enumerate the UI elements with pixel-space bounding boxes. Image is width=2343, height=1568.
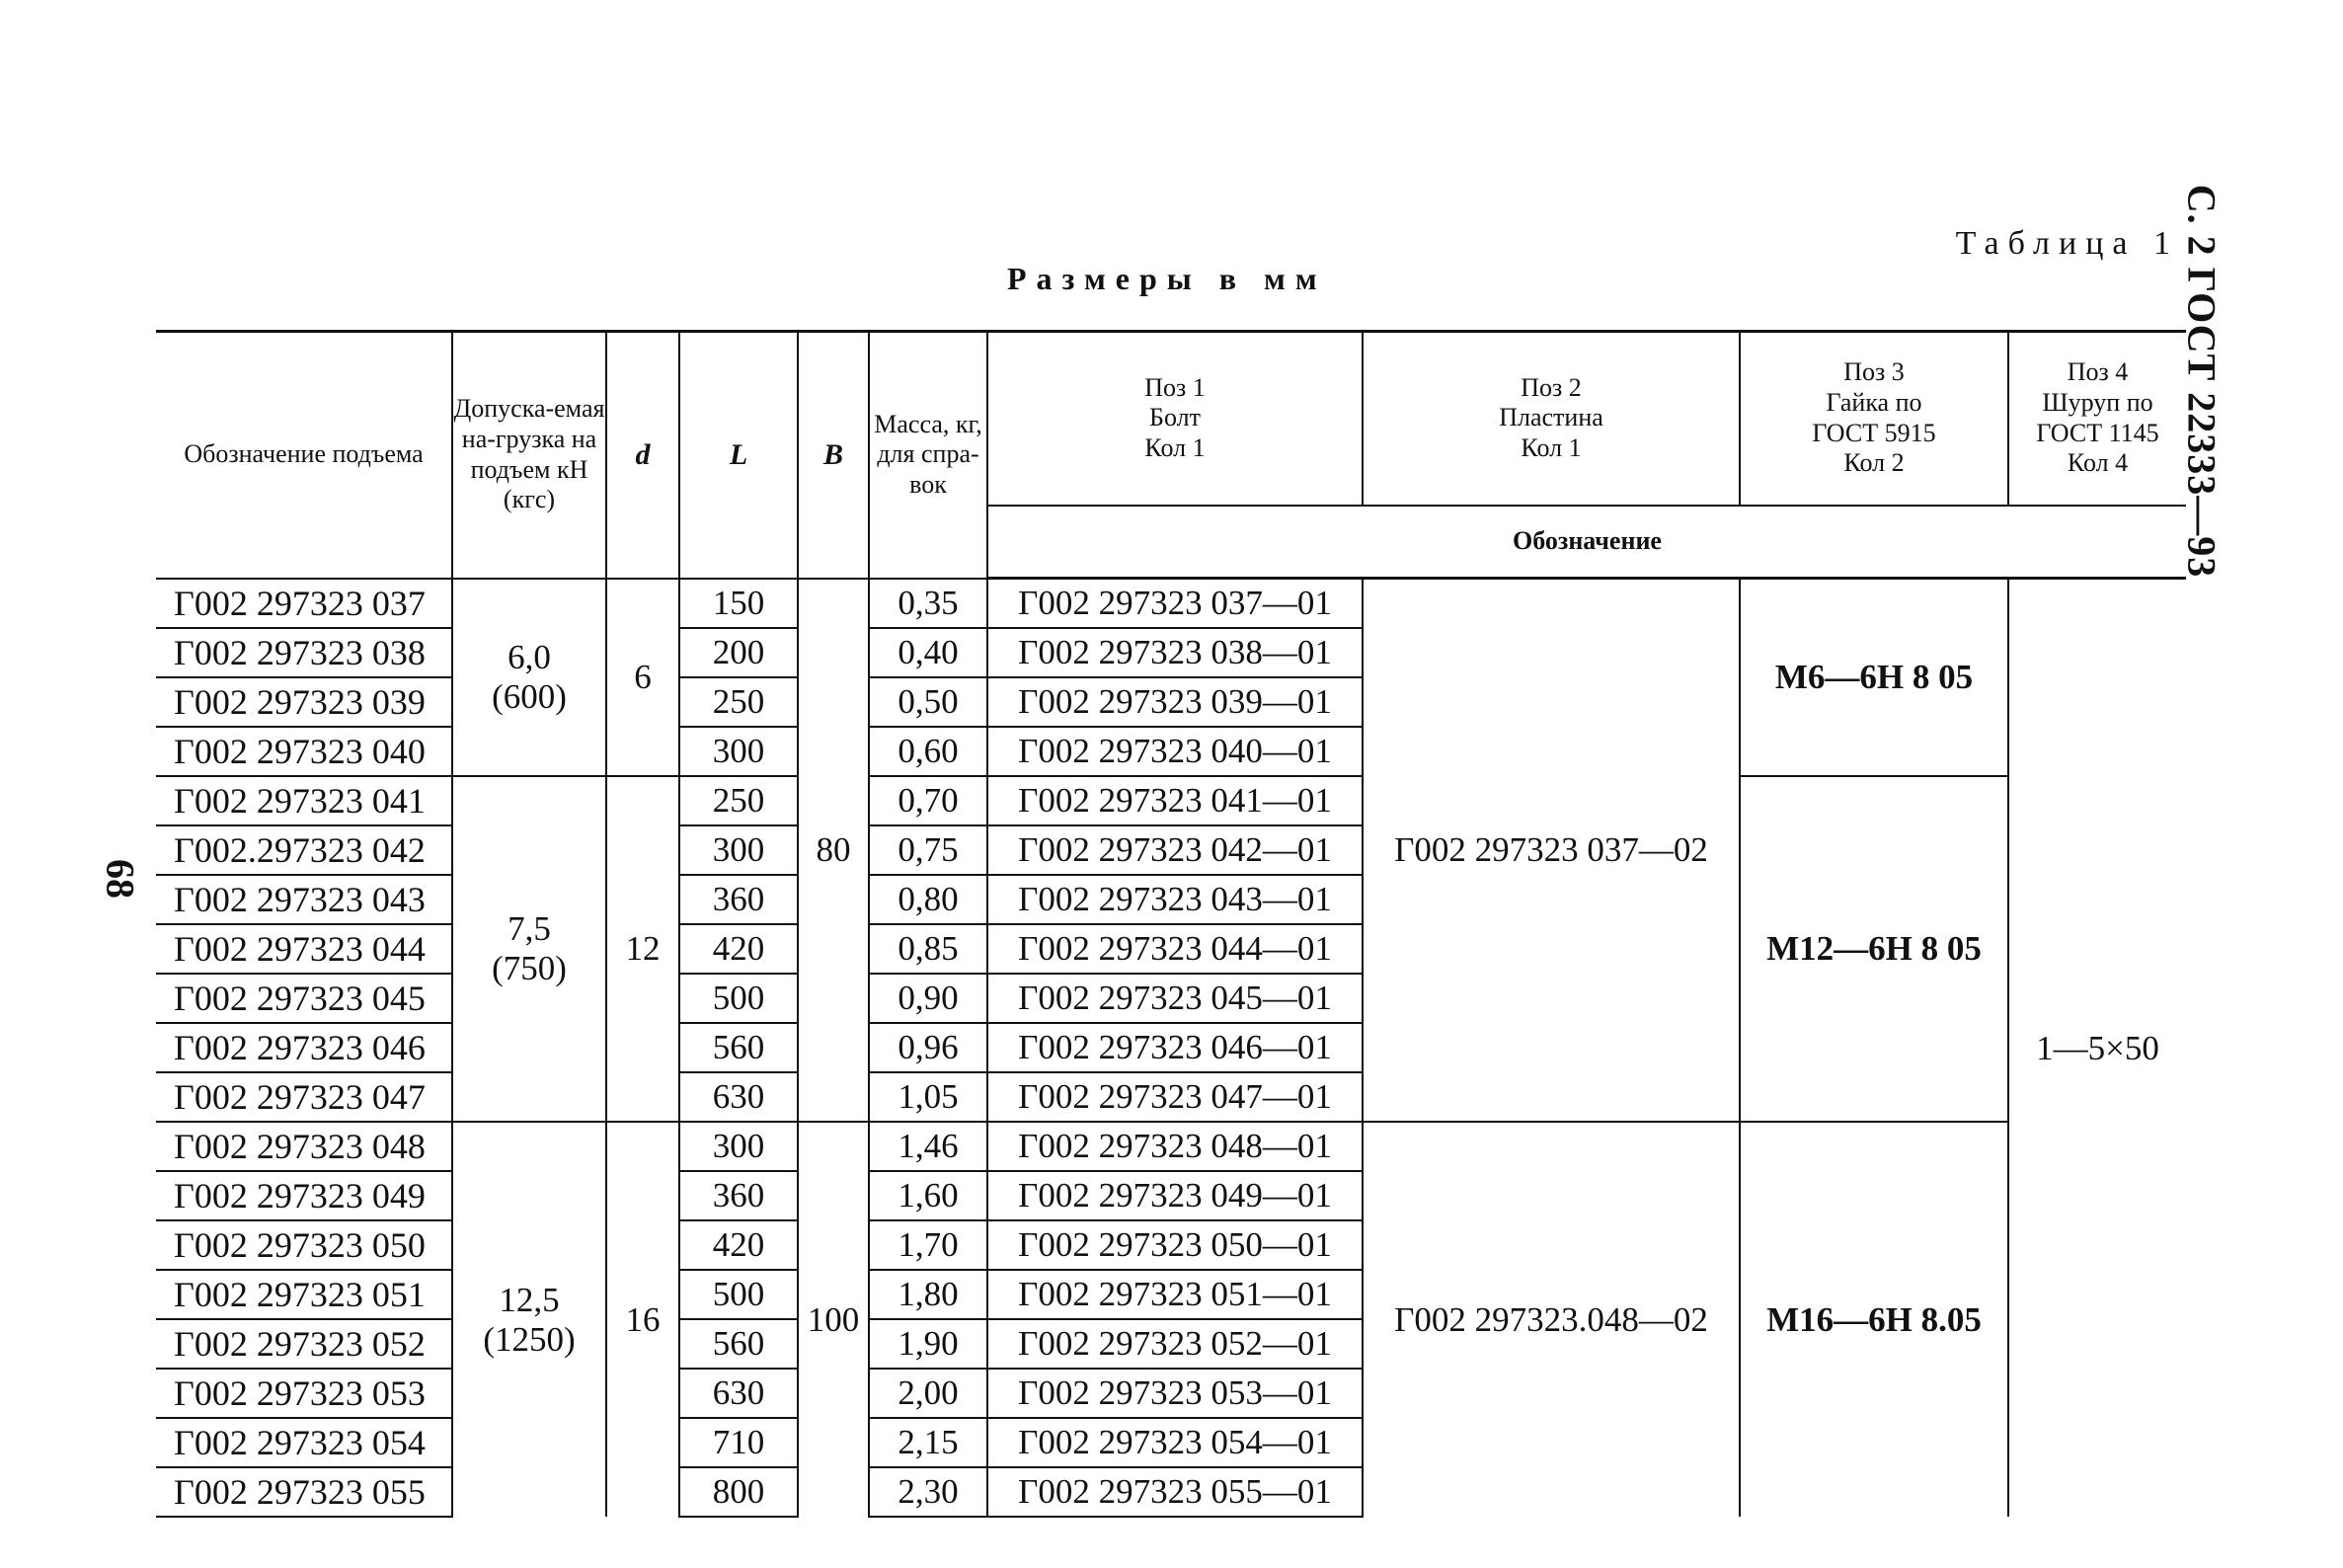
- mass-cell: 1,80: [869, 1270, 987, 1319]
- mass-cell: 1,60: [869, 1171, 987, 1220]
- table-row-designation: Г002 297323 054: [156, 1418, 452, 1467]
- L-cell: 200: [679, 628, 798, 677]
- header-pos3: Поз 3 Гайка по ГОСТ 5915 Кол 2: [1740, 332, 2008, 506]
- nut-cell: М6—6Н 8 05: [1740, 579, 2008, 777]
- L-cell: 420: [679, 924, 798, 974]
- table-row-designation: Г002 297323 041: [156, 776, 452, 825]
- plate-cell: Г002 297323.048—02: [1363, 1122, 1740, 1517]
- table-row-designation: Г002 297323 055: [156, 1467, 452, 1517]
- header-designation: Обозначение подъема: [156, 332, 452, 579]
- table-row-designation: Г002 297323 037: [156, 579, 452, 629]
- header-load: Допуска-емая на-грузка на подъем кН (кгс): [452, 332, 606, 579]
- load-cell: 7,5 (750): [452, 776, 606, 1122]
- mass-cell: 0,70: [869, 776, 987, 825]
- table-row-designation: Г002.297323 042: [156, 825, 452, 875]
- table-row-designation: Г002 297323 045: [156, 974, 452, 1023]
- header-B: B: [798, 332, 869, 579]
- table-row-designation: Г002 297323 046: [156, 1023, 452, 1072]
- mass-cell: 1,05: [869, 1072, 987, 1122]
- d-cell: 12: [606, 776, 679, 1122]
- mass-cell: 0,35: [869, 579, 987, 629]
- L-cell: 360: [679, 1171, 798, 1220]
- bolt-cell: Г002 297323 053—01: [987, 1369, 1363, 1418]
- side-header: С. 2 ГОСТ 22333—93: [2179, 184, 2225, 579]
- B-cell: 100: [798, 1122, 869, 1517]
- bolt-cell: Г002 297323 049—01: [987, 1171, 1363, 1220]
- bolt-cell: Г002 297323 047—01: [987, 1072, 1363, 1122]
- mass-cell: 2,15: [869, 1418, 987, 1467]
- screw-cell: 1—5×50: [2008, 579, 2186, 1518]
- header-d: d: [606, 332, 679, 579]
- table-subtitle: Размеры в мм: [1007, 261, 1327, 296]
- L-cell: 630: [679, 1369, 798, 1418]
- L-cell: 250: [679, 776, 798, 825]
- L-cell: 420: [679, 1220, 798, 1270]
- bolt-cell: Г002 297323 051—01: [987, 1270, 1363, 1319]
- table-row-designation: Г002 297323 052: [156, 1319, 452, 1369]
- bolt-cell: Г002 297323 055—01: [987, 1467, 1363, 1517]
- header-L: L: [679, 332, 798, 579]
- nut-cell: М12—6Н 8 05: [1740, 776, 2008, 1122]
- bolt-cell: Г002 297323 039—01: [987, 677, 1363, 727]
- table-row-designation: Г002 297323 047: [156, 1072, 452, 1122]
- L-cell: 300: [679, 825, 798, 875]
- bolt-cell: Г002 297323 046—01: [987, 1023, 1363, 1072]
- L-cell: 800: [679, 1467, 798, 1517]
- header-pos1: Поз 1 Болт Кол 1: [987, 332, 1363, 506]
- L-cell: 150: [679, 579, 798, 629]
- bolt-cell: Г002 297323 045—01: [987, 974, 1363, 1023]
- bolt-cell: Г002 297323 038—01: [987, 628, 1363, 677]
- header-pos2: Поз 2 Пластина Кол 1: [1363, 332, 1740, 506]
- mass-cell: 0,50: [869, 677, 987, 727]
- load-cell: 6,0 (600): [452, 579, 606, 777]
- header-mass: Масса, кг, для спра-вок: [869, 332, 987, 579]
- mass-cell: 0,96: [869, 1023, 987, 1072]
- L-cell: 300: [679, 727, 798, 776]
- bolt-cell: Г002 297323 050—01: [987, 1220, 1363, 1270]
- mass-cell: 2,00: [869, 1369, 987, 1418]
- mass-cell: 0,80: [869, 875, 987, 924]
- mass-cell: 1,90: [869, 1319, 987, 1369]
- load-cell: 12,5 (1250): [452, 1122, 606, 1517]
- nut-cell: М16—6Н 8.05: [1740, 1122, 2008, 1517]
- L-cell: 560: [679, 1023, 798, 1072]
- mass-cell: 0,85: [869, 924, 987, 974]
- table-row-designation: Г002 297323 038: [156, 628, 452, 677]
- bolt-cell: Г002 297323 052—01: [987, 1319, 1363, 1369]
- mass-cell: 2,30: [869, 1467, 987, 1517]
- bolt-cell: Г002 297323 044—01: [987, 924, 1363, 974]
- mass-cell: 0,60: [869, 727, 987, 776]
- table-label: Таблица 1: [1955, 225, 2179, 262]
- mass-cell: 1,70: [869, 1220, 987, 1270]
- bolt-cell: Г002 297323 048—01: [987, 1122, 1363, 1171]
- L-cell: 710: [679, 1418, 798, 1467]
- L-cell: 500: [679, 1270, 798, 1319]
- L-cell: 360: [679, 875, 798, 924]
- header-designation-sub: Обозначение: [987, 506, 2186, 579]
- bolt-cell: Г002 297323 042—01: [987, 825, 1363, 875]
- bolt-cell: Г002 297323 037—01: [987, 579, 1363, 629]
- L-cell: 560: [679, 1319, 798, 1369]
- table-row-designation: Г002 297323 048: [156, 1122, 452, 1171]
- table-row-designation: Г002 297323 039: [156, 677, 452, 727]
- L-cell: 630: [679, 1072, 798, 1122]
- table-row-designation: Г002 297323 050: [156, 1220, 452, 1270]
- bolt-cell: Г002 297323 054—01: [987, 1418, 1363, 1467]
- bolt-cell: Г002 297323 041—01: [987, 776, 1363, 825]
- d-cell: 16: [606, 1122, 679, 1517]
- table-row-designation: Г002 297323 043: [156, 875, 452, 924]
- table-row-designation: Г002 297323 049: [156, 1171, 452, 1220]
- bolt-cell: Г002 297323 043—01: [987, 875, 1363, 924]
- mass-cell: 0,40: [869, 628, 987, 677]
- mass-cell: 1,46: [869, 1122, 987, 1171]
- table-row-designation: Г002 297323 044: [156, 924, 452, 974]
- B-cell: 80: [798, 579, 869, 1123]
- bolt-cell: Г002 297323 040—01: [987, 727, 1363, 776]
- page-number: 68: [98, 859, 143, 899]
- table-row-designation: Г002 297323 040: [156, 727, 452, 776]
- mass-cell: 0,90: [869, 974, 987, 1023]
- L-cell: 300: [679, 1122, 798, 1171]
- table-row-designation: Г002 297323 051: [156, 1270, 452, 1319]
- spec-table: [156, 330, 2186, 1518]
- L-cell: 500: [679, 974, 798, 1023]
- header-pos4: Поз 4 Шуруп по ГОСТ 1145 Кол 4: [2008, 332, 2186, 506]
- table-row-designation: Г002 297323 053: [156, 1369, 452, 1418]
- plate-cell: Г002 297323 037—02: [1363, 579, 1740, 1123]
- mass-cell: 0,75: [869, 825, 987, 875]
- d-cell: 6: [606, 579, 679, 777]
- L-cell: 250: [679, 677, 798, 727]
